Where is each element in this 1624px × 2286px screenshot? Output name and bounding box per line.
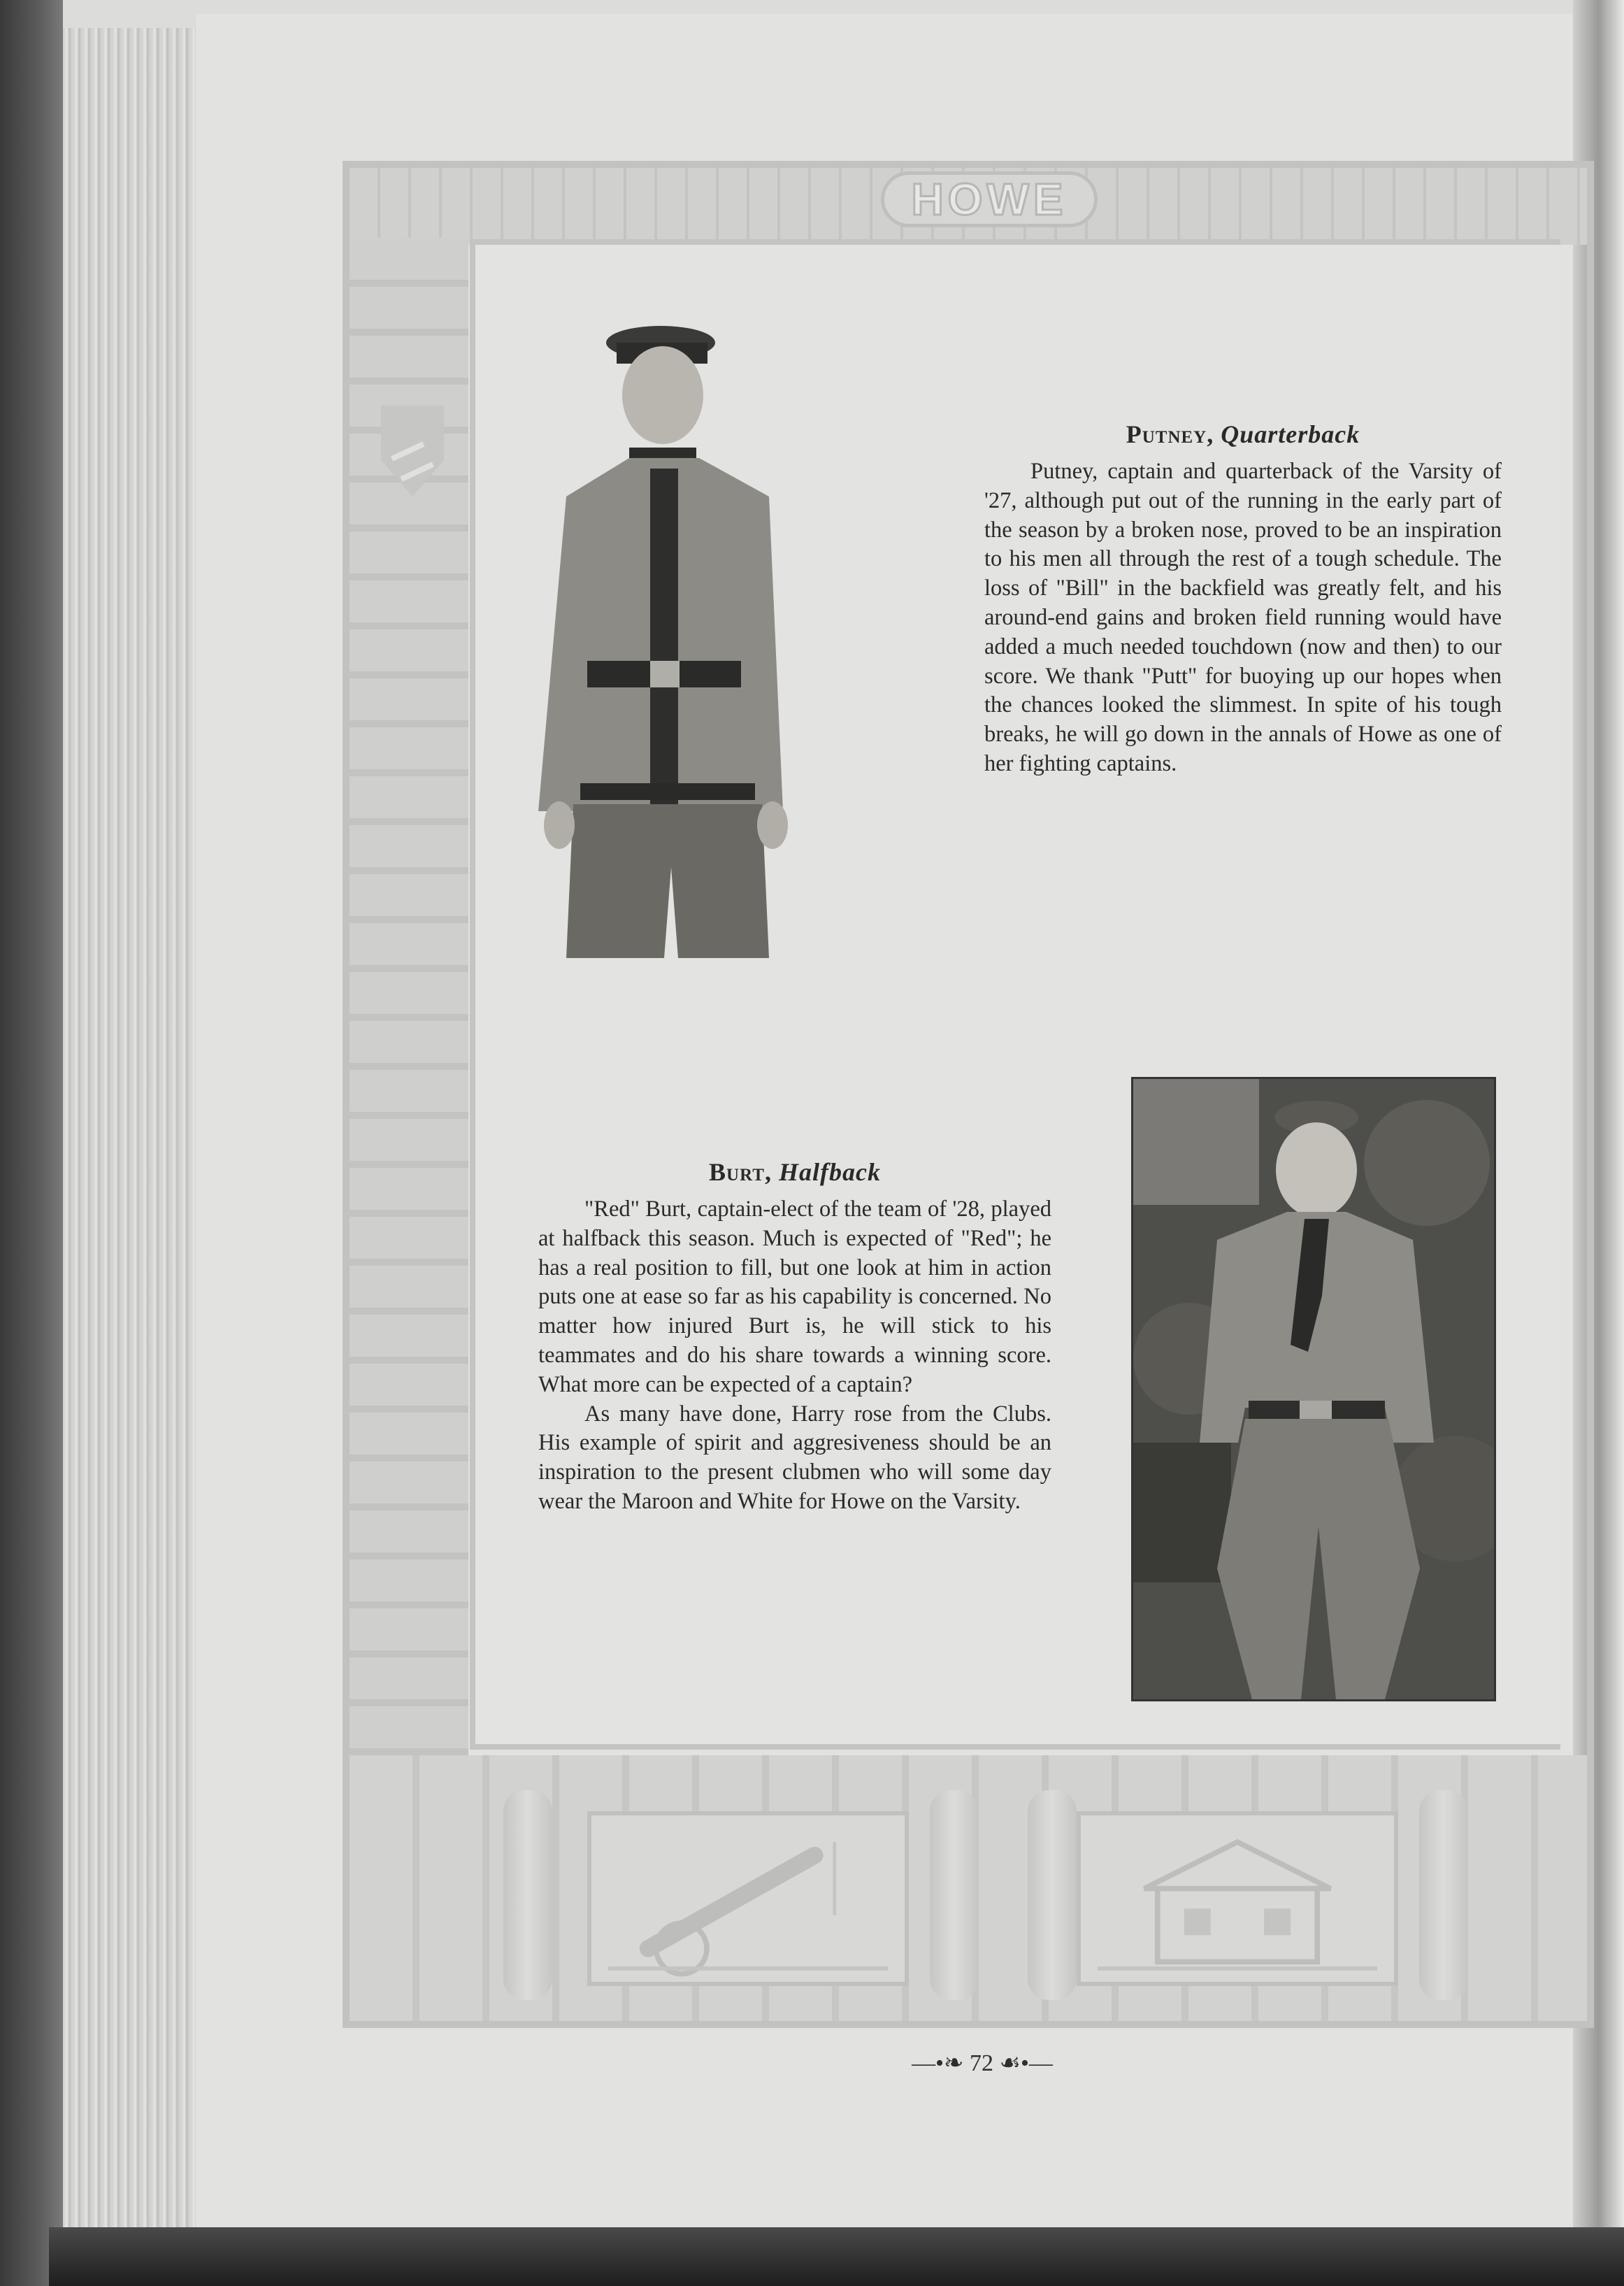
bottom-edge-shadow — [49, 2227, 1624, 2286]
folio-left-ornament-icon: —•❧ — [912, 2050, 964, 2076]
burt-paragraph: "Red" Burt, captain-elect of the team of '28, played at halfback this season. Much is expected of "Red"; he has a real position to fill, but one look at him in action puts one at ease so far as his capability is concerned. No matter how injured Burt is, he will stick to his teammates and do his share towards a winning score. What more can be expected of a captain? — [538, 1196, 1051, 1397]
page-edges — [63, 28, 196, 2238]
scroll-column-ornament — [930, 1790, 979, 2000]
burt-name: Burt, — [709, 1158, 772, 1186]
house-scene-illustration — [1077, 1811, 1398, 1986]
scroll-column-ornament — [1419, 1790, 1468, 2000]
putney-heading — [984, 420, 1502, 449]
putney-article — [984, 420, 1502, 779]
scroll-column-ornament — [503, 1790, 552, 2000]
burt-article — [538, 1157, 1051, 1517]
page-number-folio — [895, 2049, 1070, 2077]
book-spine — [0, 0, 63, 2286]
house-icon — [1081, 1815, 1394, 1982]
header-plaque — [881, 171, 1098, 227]
putney-paragraph: Putney, captain and quarterback of the Varsity of '27, although put out of the running in the early part of the season by a broken nose, proved to be an inspiration to his men all through the rest of a tough schedule. The loss of "Bill" in the backfield was greatly felt, and his around-end gains and broken field running would have added a much needed touchdown (now and then) to our score. We thank "Putt" for buoying up our hopes when the chances looked the slimmest. In spite of his tough breaks, he will go down in the annals of Howe as one of her fighting captains. — [984, 459, 1502, 776]
burt-paragraph: As many have done, Harry rose from the Clubs. His example of spirit and aggresiveness should be an inspiration to the present clubmen who will some day wear the Maroon and White for Howe on the Varsity. — [538, 1401, 1051, 1514]
putney-photo — [538, 322, 804, 958]
putney-role: Quarterback — [1221, 420, 1360, 448]
putney-name: Putney, — [1126, 420, 1214, 448]
burt-photo — [1131, 1077, 1496, 1701]
burt-heading — [538, 1157, 1051, 1187]
folio-right-ornament-icon: ☙•— — [999, 2050, 1053, 2076]
cannon-icon — [591, 1815, 905, 1982]
cannon-scene-illustration — [587, 1811, 909, 1986]
page-number: 72 — [970, 2050, 993, 2076]
header-title: HOWE — [911, 174, 1068, 224]
scroll-column-ornament — [1028, 1790, 1077, 2000]
burt-role: Halfback — [778, 1158, 881, 1186]
